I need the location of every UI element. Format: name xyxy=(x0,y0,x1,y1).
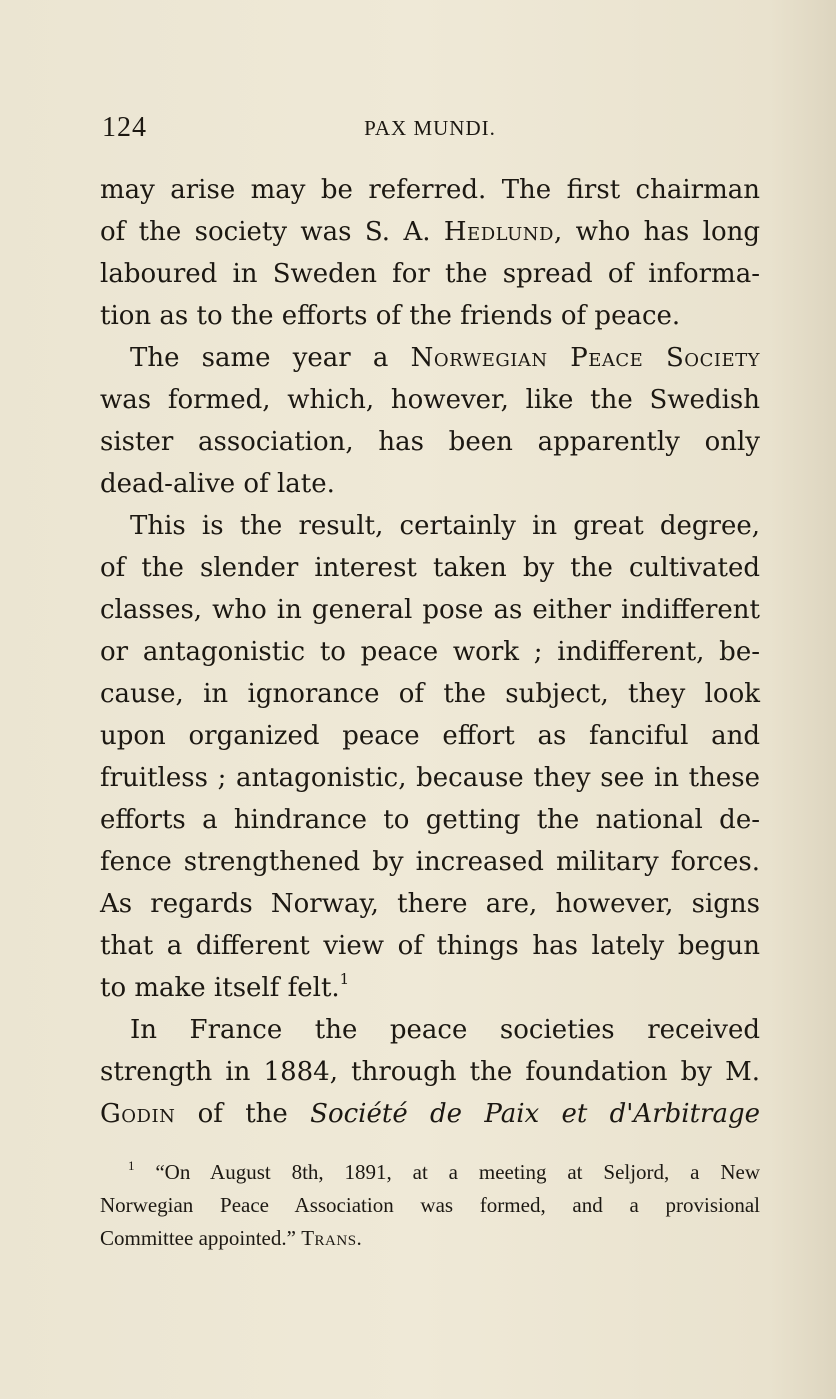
text-line: strength in 1884, through the foundation by M. xyxy=(100,1057,760,1087)
text-line: This is the result, certainly in great degree, xyxy=(130,511,760,541)
text-segment: of the society was S. A. xyxy=(100,217,444,247)
footnote-reference[interactable]: 1 xyxy=(339,970,350,988)
text-segment: “On August 8th, 1891, at a meeting at Seljord, a New xyxy=(134,1160,760,1184)
text-segment: Committee appointed.” xyxy=(100,1226,302,1250)
text-line: that a different view of things has lately begun xyxy=(100,931,760,961)
running-head: PAX MUNDI. xyxy=(364,116,496,140)
text-line: cause, in ignorance of the subject, they look xyxy=(100,679,760,709)
text-line: efforts a hindrance to getting the national de- xyxy=(100,805,760,835)
society-name: Norwegian Peace Society xyxy=(410,343,760,373)
footnote-line xyxy=(100,1156,760,1189)
text-line: laboured in Sweden for the spread of informa- xyxy=(100,259,760,289)
text-line: tion as to the efforts of the friends of peace. xyxy=(100,301,681,331)
text-line xyxy=(100,1093,760,1135)
body-text xyxy=(100,169,760,1135)
text-line xyxy=(100,967,760,1009)
text-line: sister association, has been apparently only xyxy=(100,427,760,457)
text-segment: , who has long xyxy=(553,217,760,247)
text-line: dead-alive of late. xyxy=(100,469,335,499)
person-name: Hedlund xyxy=(443,217,554,247)
page-header xyxy=(100,112,760,148)
text-line: upon organized peace effort as fanciful and xyxy=(100,721,760,751)
text-segment: to make itself felt. xyxy=(100,973,340,1003)
text-line: may arise may be referred. The first chairman xyxy=(100,175,760,205)
text-line xyxy=(100,337,760,379)
page-number: 124 xyxy=(102,112,147,143)
text-line xyxy=(100,211,760,253)
text-line: In France the peace societies received xyxy=(130,1015,760,1045)
text-line: classes, who in general pose as either indifferent xyxy=(100,595,760,625)
footnote-line xyxy=(100,1222,760,1255)
footnote xyxy=(100,1156,760,1255)
footnote-line: Norwegian Peace Association was formed, and a provisional xyxy=(100,1193,760,1217)
person-name: Godin xyxy=(100,1099,176,1129)
text-segment: The same year a xyxy=(130,343,411,373)
society-title: Société de Paix et d'Arbitrage xyxy=(310,1099,761,1129)
text-line: As regards Norway, there are, however, signs xyxy=(100,889,760,919)
translator-signature: Trans. xyxy=(301,1226,363,1250)
footnote-marker: 1 xyxy=(128,1158,135,1173)
text-line: of the slender interest taken by the cultivated xyxy=(100,553,760,583)
text-line: fruitless ; antagonistic, because they see in these xyxy=(100,763,760,793)
text-line: or antagonistic to peace work ; indifferent, be- xyxy=(100,637,760,667)
text-segment: of the xyxy=(175,1099,311,1129)
text-line: was formed, which, however, like the Swedish xyxy=(100,385,760,415)
text-line: fence strengthened by increased military forces. xyxy=(100,847,760,877)
